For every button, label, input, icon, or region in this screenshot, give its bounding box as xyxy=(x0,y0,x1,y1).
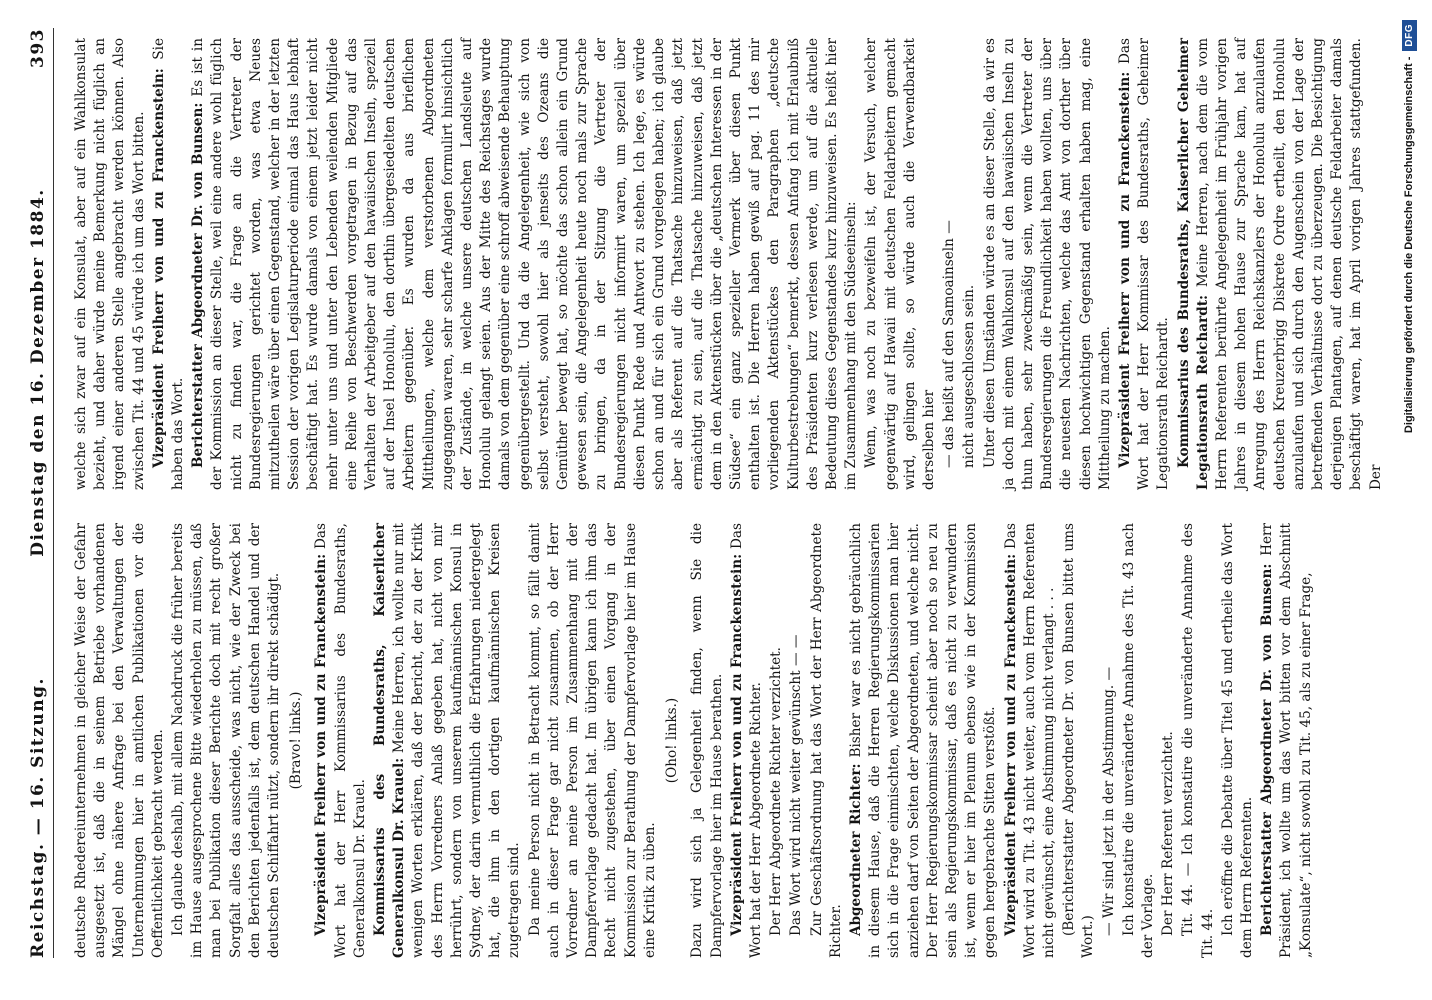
paragraph-text: Ich konstatire die unveränderte Annahme des Tit. 43 nach der Vorlage. xyxy=(1120,523,1156,958)
paragraph xyxy=(787,523,806,958)
paragraph-text: — Wir sind jetzt in der Abstimmung. — xyxy=(1100,666,1117,936)
paragraph xyxy=(1116,38,1174,490)
paragraph xyxy=(371,523,525,958)
speaker-name: Vizepräsident Freiherr von und zu Franckenstein: xyxy=(313,553,330,936)
paragraph-text: welche sich zwar auf ein Konsulat, aber auf ein Wahlkonsulat bezieht, und daher würde meine Bemerkung nicht füglich an irgend einer anderen Stelle angebracht werden können. Also zwischen Tit. 44 und 45 würde ich um das Wort bitten. xyxy=(73,38,147,490)
paragraph xyxy=(189,38,861,490)
paragraph-text: Ich eröffne die Debatte über Titel 45 und ertheile das Wort dem Herrn Referenten. xyxy=(1219,523,1255,958)
paragraph-text: Der Herr Referent verzichtet. xyxy=(1160,731,1177,936)
paragraph-text: deutsche Rhedereiunternehmen in gleicher Weise der Gefahr ausgesetzt ist, daß die in seinem Betriebe vorhandenen Mängel ohne nähere Anfrage bei den Verwaltungen der Unternehmungen hier in amtlichen Publikationen vor die Oeffentlichkeit gebracht werden. xyxy=(73,523,166,958)
speaker-name: Abgeordneter Richter: xyxy=(847,763,864,936)
paragraph xyxy=(960,38,979,490)
speaker-name: Vizepräsident Freiherr von und zu Franckenstein: xyxy=(150,68,167,468)
right-column xyxy=(72,37,1384,490)
paragraph-text: Da meine Person nicht in Betracht kommt, so fällt damit auch in dieser Frage gar nicht zusammen, ob der Herr Vorredner an meine Person im Zusammenhang mit der Dampfervorlage gedacht hat. Im übrigen kann ich ihm das Recht nicht zugestehen, über einen Vorgang in der Kommission zur Berathung der Dampfervorlage hier im Hause eine Kritik zu üben. xyxy=(526,523,658,958)
paragraph xyxy=(312,523,370,958)
page-header xyxy=(20,28,54,958)
paragraph-text: Der Herr Abgeordnete Richter verzichtet. xyxy=(768,647,785,936)
paragraph xyxy=(1100,523,1119,958)
paragraph-text: Dazu wird sich ja Gelegenheit finden, wenn Sie die Dampfervorlage hier im Hause berathen. xyxy=(689,523,725,958)
paragraph xyxy=(1179,523,1217,958)
speaker-name: Vizepräsident Freiherr von und zu Franckenstein: xyxy=(728,553,745,936)
credit-text: Digitalisierung gefördert durch die Deutsche Forschungsgemeinschaft - xyxy=(1403,56,1415,434)
paragraph-text: Bisher war es nicht gebräuchlich in diesem Hause, daß die Herren Regierungskommissarien sich in die Frage einmischten, welche Diskussionen man hier anziehen darf von Seiten der Abgeordneten, und welche nicht. Der Herr Regierungskommissar scheint aber noch so neu zu sein als Regierungskommissar, daß es nicht zu verwundern ist, wenn er hier im Plenum ebenso wie in der Kommission gegen hergebrachte Sitten verstößt. xyxy=(847,523,999,958)
paragraph xyxy=(767,523,786,958)
paragraph xyxy=(1060,523,1098,958)
paragraph-text: Tit. 44. — Ich konstatire die unveränderte Annahme des Tit. 44. xyxy=(1180,523,1216,958)
paragraph-text: Unter diesen Umständen würde es an dieser Stelle, da wir es ja doch mit einem Wahlkonsul auf den hawaiischen Inseln zu thun haben, sehr zweckmäßig sein, wenn die Vertreter der Bundesregierungen die Freundlichkeit haben wollten, uns über die neuesten Nachrichten, welche das Amt von dorther über diesen hochwichtigen Gegenstand erhalten haben mag, eine Mittheilung zu machen. xyxy=(981,38,1113,490)
paragraph xyxy=(150,38,188,490)
speaker-name: Vizepräsident Freiherr von und zu Franckenstein: xyxy=(1116,71,1133,468)
paragraph xyxy=(981,38,1115,490)
paragraph-text: Meine Herren, ich wollte nur mit wenigen Worten erklären, daß der Bericht, der zu der Kritik des Herrn Vorredners Anlaß gegeben hat, nicht von mir herrührt, sondern von unserem kaufmännischen Konsul in Sydney, der darin vermuthlich die Erfahrungen niedergelegt hat, die ihm in den dortigen kaufmännischen Kreisen zugetragen sind. xyxy=(391,523,523,958)
paragraph xyxy=(72,38,149,490)
paragraph xyxy=(1002,523,1060,958)
paragraph-text: Sie haben das Wort. xyxy=(150,37,187,490)
paragraph xyxy=(728,523,766,958)
paragraph xyxy=(940,38,959,490)
paragraph-text: (Berichterstatter Abgeordneter Dr. von Bunsen bittet ums Wort.) xyxy=(1061,523,1097,958)
speaker-name: Kommissarius des Bundesraths, Kaiserlicher Generalkonsul Dr. Krauel: xyxy=(372,523,408,958)
speaker-name: Berichterstatter Abgeordneter Dr. von Bunsen: xyxy=(1259,563,1276,936)
page-number: 393 xyxy=(28,28,48,69)
paragraph xyxy=(808,523,846,958)
paragraph-text: nicht ausgeschlossen sein. xyxy=(961,284,978,468)
paragraph xyxy=(1159,523,1178,958)
paragraph xyxy=(72,523,168,958)
paragraph-text: Es ist in der Kommission an dieser Stelle, weil eine andere wohl füglich nicht zu finden war, die Frage an die Vertreter der Bundesregierungen gerichtet worden, was etwa Neues mitzutheilen wäre über einen Gegenstand, welcher in der letzten Session der vorigen Legislaturperiode einmal das Haus lebhaft beschäftigt hat. Es wurde damals von einem jetzt leider nicht mehr unter uns und unter den Lebenden weilenden Mitgliede eine Reihe von Beschwerden vorgetragen in Bezug auf das Verhalten der Arbeitgeber auf den hawaiischen Inseln, speziell auf der Insel Honolulu, den dorthin übergesiedelten deutschen Arbeitern gegenüber. Es wurden da aus brieflichen Mittheilungen, welche dem verstorbenen Abgeordneten zugegangen waren, sehr scharfe Anklagen formulirt hinsichtlich der Zustände, in welche unsere deutschen Landsleute auf Honolulu gelangt seien. Aus der Mitte des Reichstages wurde damals von dem gegenüber eine schroff abweisende Behauptung gegenübergestellt. Und da die Angelegenheit, wie sich von selbst versteht, sowohl hier als jenseits des Ozeans die Gemüther bewegt hat, so möchte das schon allein ein Grund gewesen sein, die Angelegenheit heute noch mals zur Sprache zu bringen, da in der Sitzung die Vertreter der Bundesregierungen nicht informirt waren, um speziell über diesen Punkt Rede und Antwort zu stehen. Ich lege, es würde schon an und für sich ein Grund vorgelegen haben; ich glaube aber als Referent auf die Thatsache hinzuweisen, daß jetzt ermächtigt zu sein, auf die Thatsache hinzuweisen, daß jetzt dem in den Aktenstücken über die „deutschen Interessen in der Südsee“ ein ganz spezieller Vermerk über diesen Punkt enthalten ist. Die Herren haben gewiß auf pag. 11 des mir vorliegenden Aktenstückes den Paragraphen „deutsche Kulturbestrebungen“ bemerkt, dessen Anfang ich mit Erlaubniß des Präsidenten kurz verlesen werde, um auf die aktuelle Bedeutung dieses Gegenstandes kurz hinzuweisen. Es heißt hier im Zusammenhang mit den Südseeinseln: xyxy=(190,38,860,490)
speaker-name: Vizepräsident Freiherr von und zu Franckenstein: xyxy=(1002,553,1019,936)
paragraph-text: — das heißt auf den Samoainseln — xyxy=(941,220,958,468)
paragraph-text: Meine Herren, nach dem die vom Herrn Referenten berührte Angelegenheit im Frühjahr vorigen Jahres in diesem hohen Hause zur Sprache kam, hat auf Anregung des Herrn Reichskanzlers der Honolulu anzulaufen deutschen Kreuzerbrigg Diskrete Ordre ertheilt, den Honolulu anzulaufen und sich durch den Augenschein von der Lage der betreffenden Verhältnisse dort zu überzeugen. Die Besichtigung derjenigen Plantagen, auf denen deutsche Feldarbeiter damals beschäftigt waren, hat im April vorigen Jahres stattgefunden. Der xyxy=(1194,38,1384,490)
paragraph xyxy=(1219,523,1257,958)
paragraph-text: Das Wort hat der Herr Kommissarius des Bundesraths, Generalkonsul Dr. Krauel. xyxy=(313,523,368,958)
paragraph xyxy=(169,523,284,958)
paragraph-text: Das Wort wird nicht weiter gewünscht — — xyxy=(788,634,805,936)
paragraph xyxy=(1258,523,1316,958)
paragraph xyxy=(526,523,660,958)
paragraph xyxy=(847,523,1001,958)
paragraph xyxy=(1175,38,1386,490)
paragraph-text: (Bravo! links.) xyxy=(288,691,305,790)
paragraph xyxy=(688,523,726,958)
paragraph xyxy=(1120,523,1158,958)
dfg-logo: DFG xyxy=(1402,20,1417,51)
paragraph-text: (Oho! links.) xyxy=(664,697,681,784)
speaker-name: Kommissarius des Bundesraths, Kaiserlicher Geheimer Legationsrath Reichardt: xyxy=(1175,38,1211,490)
speaker-name: Berichterstatter Abgeordneter Dr. von Bunsen: xyxy=(190,102,207,468)
paragraph-text: Wenn, was noch zu bezweifeln ist, der Versuch, welcher gegenwärtig auf Hawaii mit deutschen Feldarbeitern gemacht wird, gelingen sollte, so würde auch die Verwendbarkeit derselben hier xyxy=(863,38,937,490)
paragraph-text: Herr Präsident, ich wollte um das Wort bitten vor dem Abschnitt „Konsulate“, nicht sowohl zu Tit. 45, als zu einer Frage, xyxy=(1259,523,1314,958)
paragraph-text: Das Wort hat der Herr Kommissar des Bundesraths, Geheimer Legationsrath Reichardt. xyxy=(1116,38,1172,490)
paragraph-text: Zur Geschäftsordnung hat das Wort der Herr Abgeordnete Richter. xyxy=(808,523,844,958)
digitization-credit xyxy=(1398,20,1420,700)
left-column xyxy=(72,523,1362,958)
paragraph xyxy=(862,38,939,490)
paragraph xyxy=(287,523,306,958)
paragraph xyxy=(663,523,682,958)
header-session: Reichstag. — 16. Sitzung. xyxy=(28,677,48,958)
paragraph-text: Das Wort hat der Herr Abgeordnete Richter. xyxy=(728,523,764,958)
paragraph-text: Ich glaube deshalb, mit allem Nachdruck die früher bereits im Hause ausgesprochene Bitte wiederholen zu müssen, daß man bei Publikation dieser Berichte doch mit recht großer Sorgfalt alles das ausscheide, was nicht, wie der Zweck bei den Berichten jedenfalls ist, dem deutschen Handel und der deutschen Schiffahrt nützt, sondern ihr direkt schädigt. xyxy=(170,523,283,958)
header-date: Dienstag den 16. Dezember 1884. xyxy=(28,188,48,557)
paragraph-text: Das Wort wird zu Tit. 43 nicht weiter, auch vom Herrn Referenten nicht gewünscht, eine Abstimmung nicht verlangt . . . xyxy=(1002,523,1057,958)
